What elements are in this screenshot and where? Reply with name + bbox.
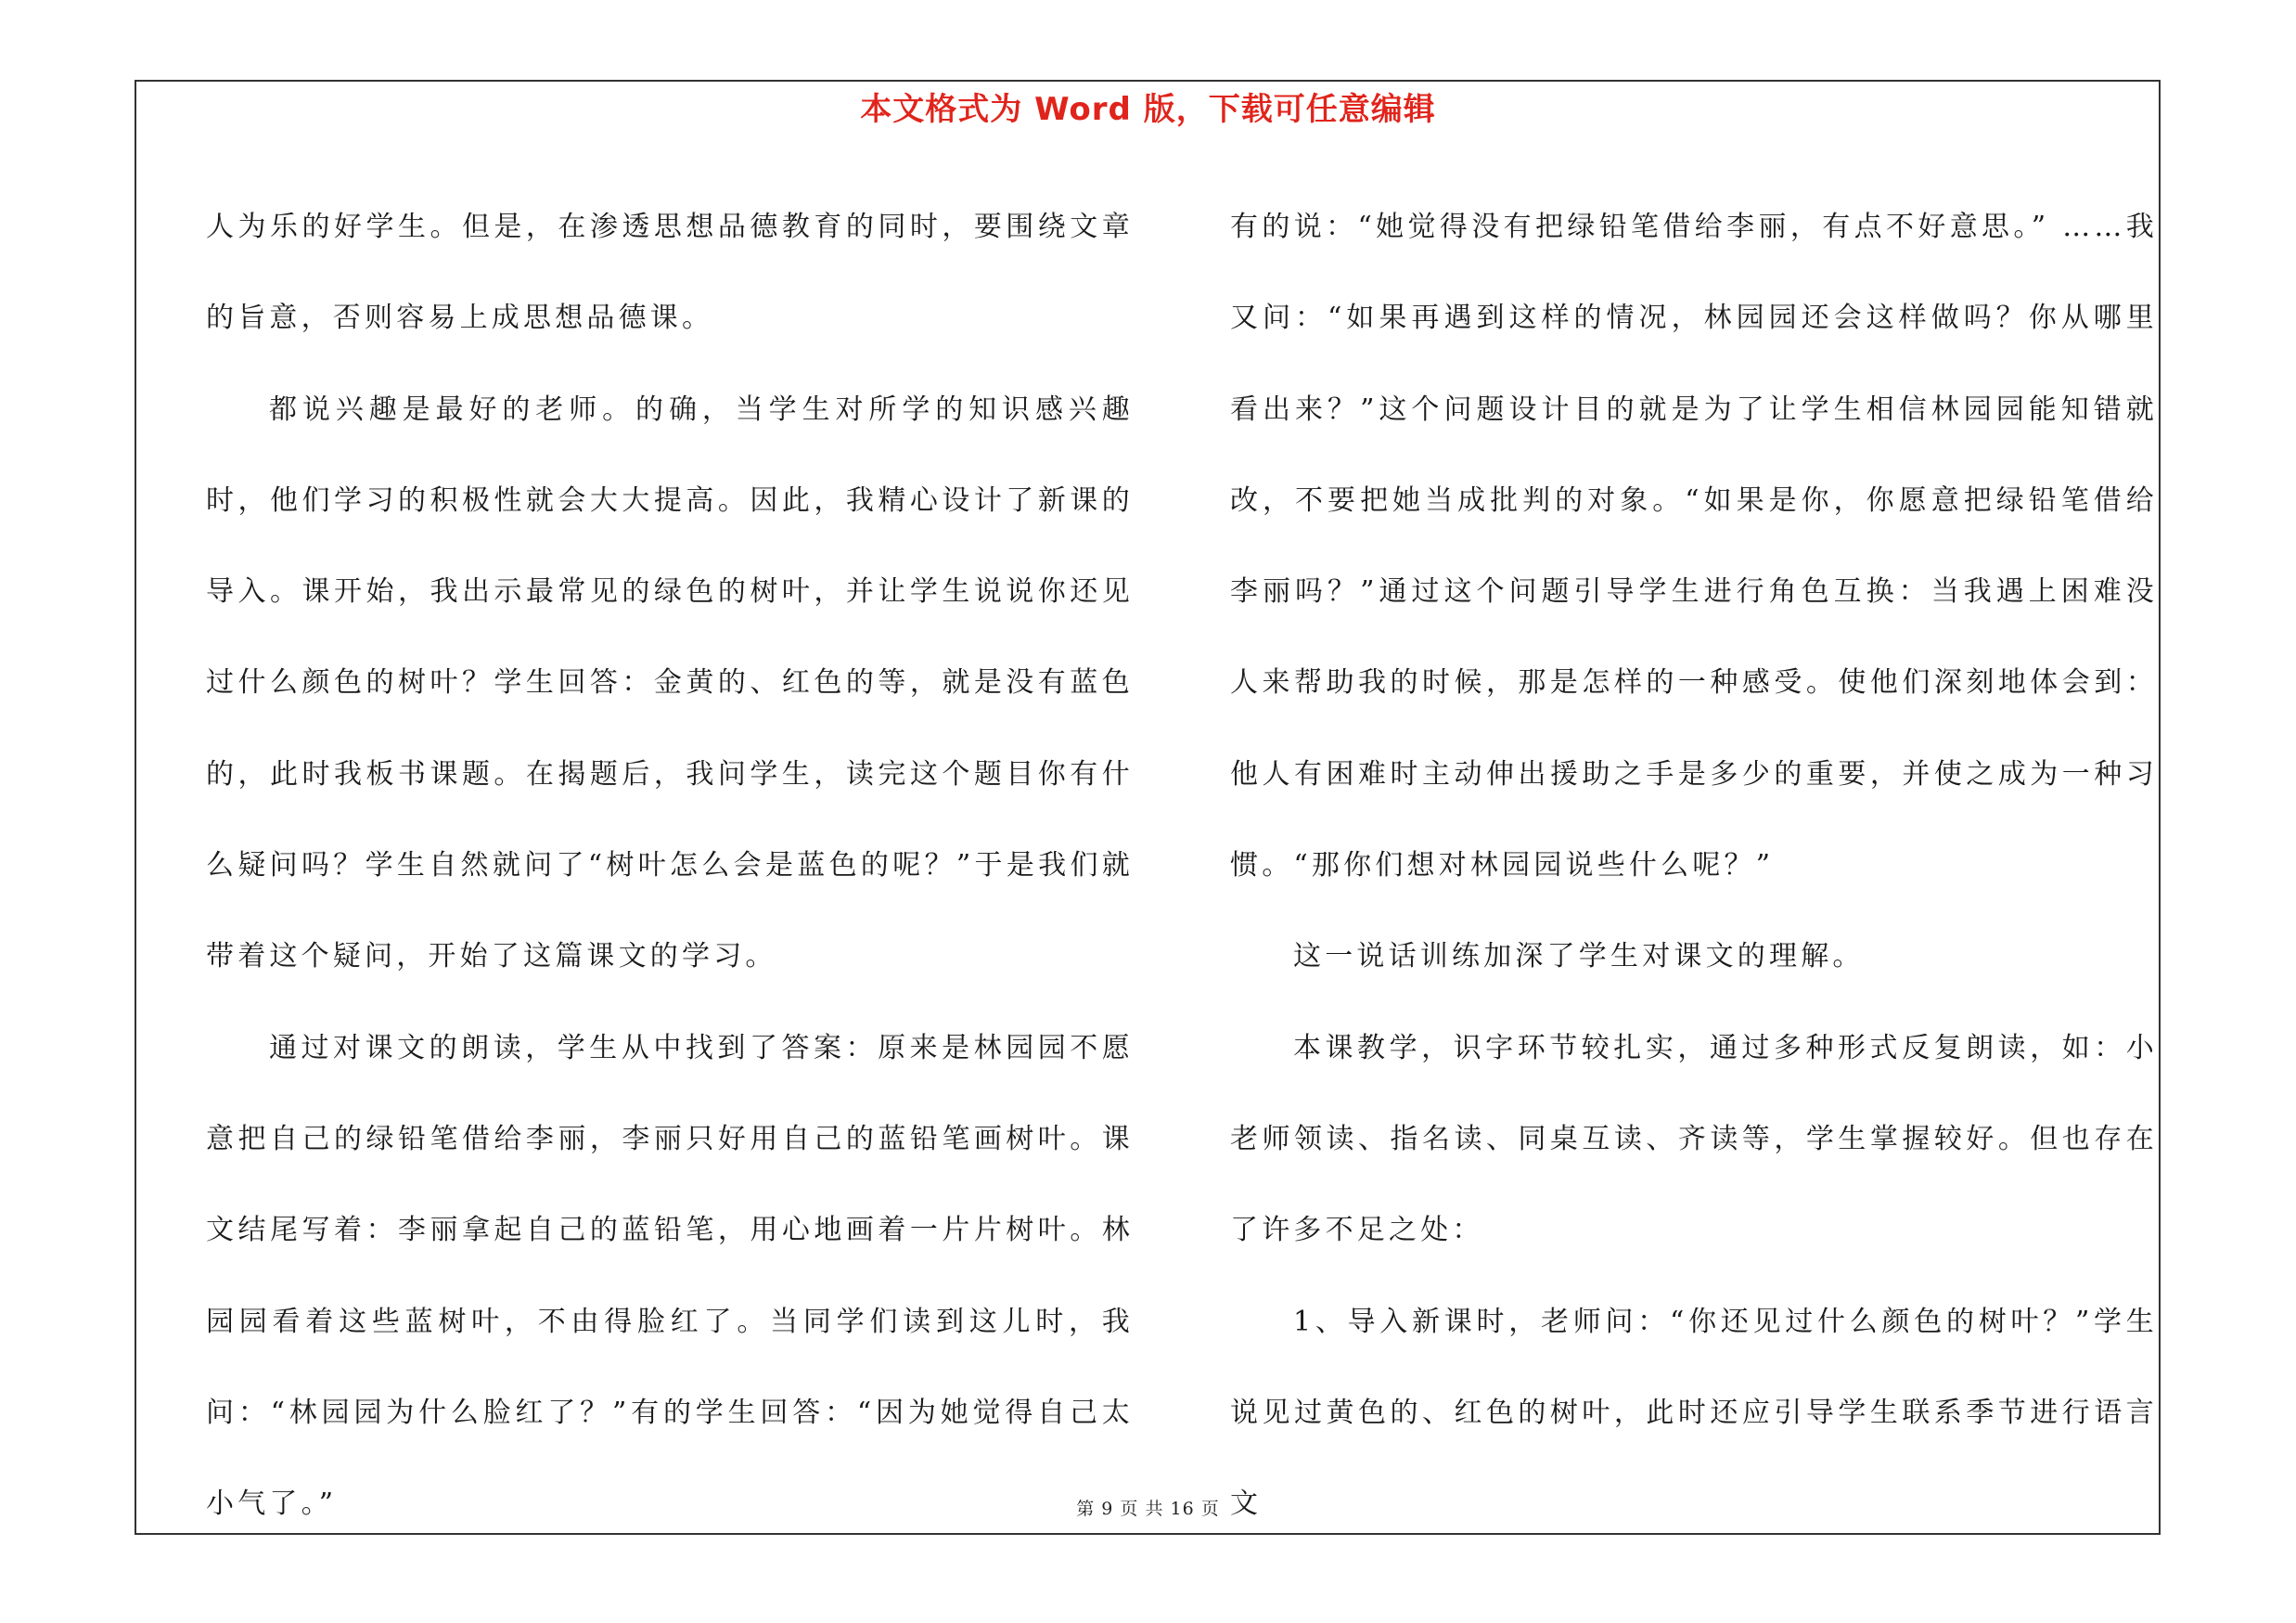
right-paragraph-2: 这一说话训练加深了学生对课文的理解。 xyxy=(1293,940,1865,973)
left-paragraph-2: 都说兴趣是最好的老师。的确，当学生对所学的知识感兴趣时，他们学习的积极性就会大大提高。因此，我精心设计了新课的导入。课开始，我出示最常见的绿色的树叶，并让学生说说你还见过什么颜色的树叶？学生回答：金黄的、红色的等，就是没有蓝色的，此时我板书课题。在揭题后，我问学生，读完这个题目你有什么疑问吗？学生自然就问了“树叶怎么会是蓝色的呢？”于是我们就带着这个疑问，开始了这篇课文的学习。 xyxy=(206,393,1134,973)
left-column xyxy=(206,182,1134,1550)
right-paragraph-1: 有的说：“她觉得没有把绿铅笔借给李丽，有点不好意思。” ……我又问：“如果再遇到这样的情况，林园园还会这样做吗？你从哪里看出来？”这个问题设计目的就是为了让学生相信林园园能知错就改，不要把她当成批判的对象。“如果是你，你愿意把绿铅笔借给李丽吗？”通过这个问题引导学生进行角色互换：当我遇上困难没人来帮助我的时候，那是怎样的一种感受。使他们深刻地体会到：他人有困难时主动伸出援助之手是多少的重要，并使之成为一种习惯。“那你们想对林园园说些什么呢？” xyxy=(1230,211,2158,882)
left-paragraph-1: 人为乐的好学生。但是，在渗透思想品德教育的同时，要围绕文章的旨意，否则容易上成思想品德课。 xyxy=(206,211,1134,335)
left-paragraph-3: 通过对课文的朗读，学生从中找到了答案：原来是林园园不愿意把自己的绿铅笔借给李丽，李丽只好用自己的蓝铅笔画树叶。课文结尾写着：李丽拿起自己的蓝铅笔，用心地画着一片片树叶。林园园看着这些蓝树叶，不由得脸红了。当同学们读到这儿时，我问：“林园园为什么脸红了？”有的学生回答：“因为她觉得自己太小气了。” xyxy=(206,1031,1134,1521)
right-paragraph-4: 1、导入新课时，老师问：“你还见过什么颜色的树叶？”学生说见过黄色的、红色的树叶，此时还应引导学生联系季节进行语言文 xyxy=(1230,1305,2158,1521)
page-number-footer: 第 9 页 共 16 页 xyxy=(1076,1499,1220,1519)
format-banner: 本文格式为 Word 版，下载可任意编辑 xyxy=(860,91,1436,128)
right-column xyxy=(1230,182,2158,1550)
right-paragraph-3: 本课教学，识字环节较扎实，通过多种形式反复朗读，如：小老师领读、指名读、同桌互读、齐读等，学生掌握较好。但也存在了许多不足之处： xyxy=(1230,1031,2158,1247)
